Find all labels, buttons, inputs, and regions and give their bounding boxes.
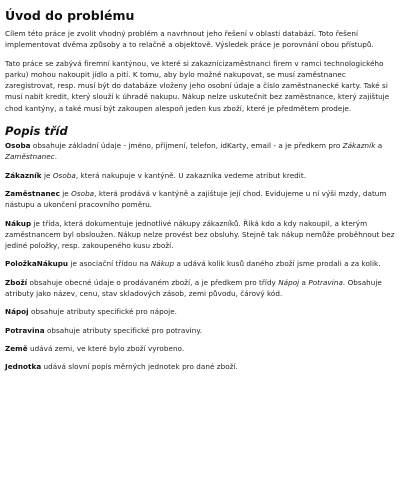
class-text: obsahuje atributy specifické pro potraviny. xyxy=(44,325,202,335)
class-ref: Zaměstnanec xyxy=(5,152,55,162)
class-term: Potravina xyxy=(5,325,45,335)
class-description-zakaznik xyxy=(5,170,397,181)
section-title: Popis tříd xyxy=(5,124,68,139)
class-text: je asociační třídou na xyxy=(68,259,151,269)
class-text: obsahuje obecné údaje o prodávaném zboží, a je předkem pro třídy xyxy=(27,277,279,287)
class-description-zeme xyxy=(5,343,397,354)
class-term: Země xyxy=(5,343,28,353)
class-description-osoba xyxy=(5,140,397,163)
class-description-zamestnanec xyxy=(5,188,397,211)
class-term: Nákup xyxy=(5,218,32,228)
class-text: a xyxy=(299,277,309,287)
class-ref: Nápoj xyxy=(278,277,300,287)
document-page xyxy=(5,0,397,380)
class-term: PoložkaNákupu xyxy=(5,259,69,269)
class-ref: Osoba xyxy=(71,188,95,198)
class-term: Zboží xyxy=(5,277,28,287)
class-ref: Nákup xyxy=(150,259,175,269)
class-ref: Potravina xyxy=(308,277,343,287)
class-text: , která nakupuje v kantýně. U zakazníka vedeme atribut kredit. xyxy=(75,170,307,180)
class-description-nakup xyxy=(5,218,397,252)
class-description-potravina xyxy=(5,325,397,336)
class-description-napoj xyxy=(5,306,397,317)
class-text: obsahuje základní údaje - jméno, příjmení, telefon, idKarty, email - a je předkem pro xyxy=(30,141,343,151)
class-ref: Osoba xyxy=(52,170,76,180)
class-term: Zaměstnanec xyxy=(5,188,60,198)
class-text: . Obsahuje atributy jako název, cenu, stav skladových zásob, zemi původu, čárový kód. xyxy=(5,277,382,299)
class-text: je třída, která dokumentuje jednotlivé nákupy zákazníků. Říká kdo a kdy nakoupil, a kterým zaměstnancem byl obsloužen. Nákup nelze provést bez obsluhy. Stejně tak nákup nemůže proběhnout bez jediné položky, resp. zakoupeného kusu zboží. xyxy=(5,218,395,251)
intro-paragraph: Tato práce se zabývá firemní kantýnou, ve které si zakaznicizaměstnanci firem v ramci technologického parku) mohou nakoupit jídlo a pití. K tomu, aby bylo možné nakupovat, se musí zaměstnanec zaregistrovat, resp. musí být do databáze vloženy jeho osobní údaje a číslo zaměstnanecké karty. Také si musí nabít kredit, který slouží k úhradě nakupu. Nákup nelze uskutečnit bez zaměstnance, který zajištuje chod kantýny, a také musí být zakoupen alespoň jeden kus zboží, které je předmětem prodeje. xyxy=(5,58,390,113)
class-description-jednotka xyxy=(5,361,397,372)
class-description-zbozi xyxy=(5,277,397,300)
class-text: udává zemi, ve které bylo zboží vyrobeno. xyxy=(27,343,185,353)
class-text: obsahuje atributy specifické pro nápoje. xyxy=(28,307,178,317)
class-description-polozka-nakupu xyxy=(5,258,397,269)
class-term: Nápoj xyxy=(5,307,29,317)
intro-paragraph: Cílem této práce je zvolit vhodný problém a navrhnout jeho řešení v oblasti databází. Toto řešení implementovat dvěma způsoby a to relačně a objektově. Výsledek práce je porovnání obou přístupů. xyxy=(5,29,374,50)
class-text: je xyxy=(41,170,53,180)
class-term: Zákazník xyxy=(5,170,42,180)
class-text: , která prodává v kantýně a zajištuje její chod. Evidujeme u ní výši mzdy, datum nástupu a ukončení pracovního poměru. xyxy=(5,188,387,210)
class-text: a udává kolik kusů daného zboží jsme prodali a za kolik. xyxy=(174,259,381,269)
class-text: je xyxy=(59,188,72,198)
class-ref: Zákazník xyxy=(342,141,376,151)
page-title: Úvod do problému xyxy=(5,8,135,23)
class-text: a xyxy=(375,141,383,151)
class-term: Osoba xyxy=(5,141,31,151)
class-text: udává slovní popis měrných jednotek pro dané zboží. xyxy=(41,362,238,372)
class-text: . xyxy=(54,152,58,162)
class-term: Jednotka xyxy=(5,362,42,372)
